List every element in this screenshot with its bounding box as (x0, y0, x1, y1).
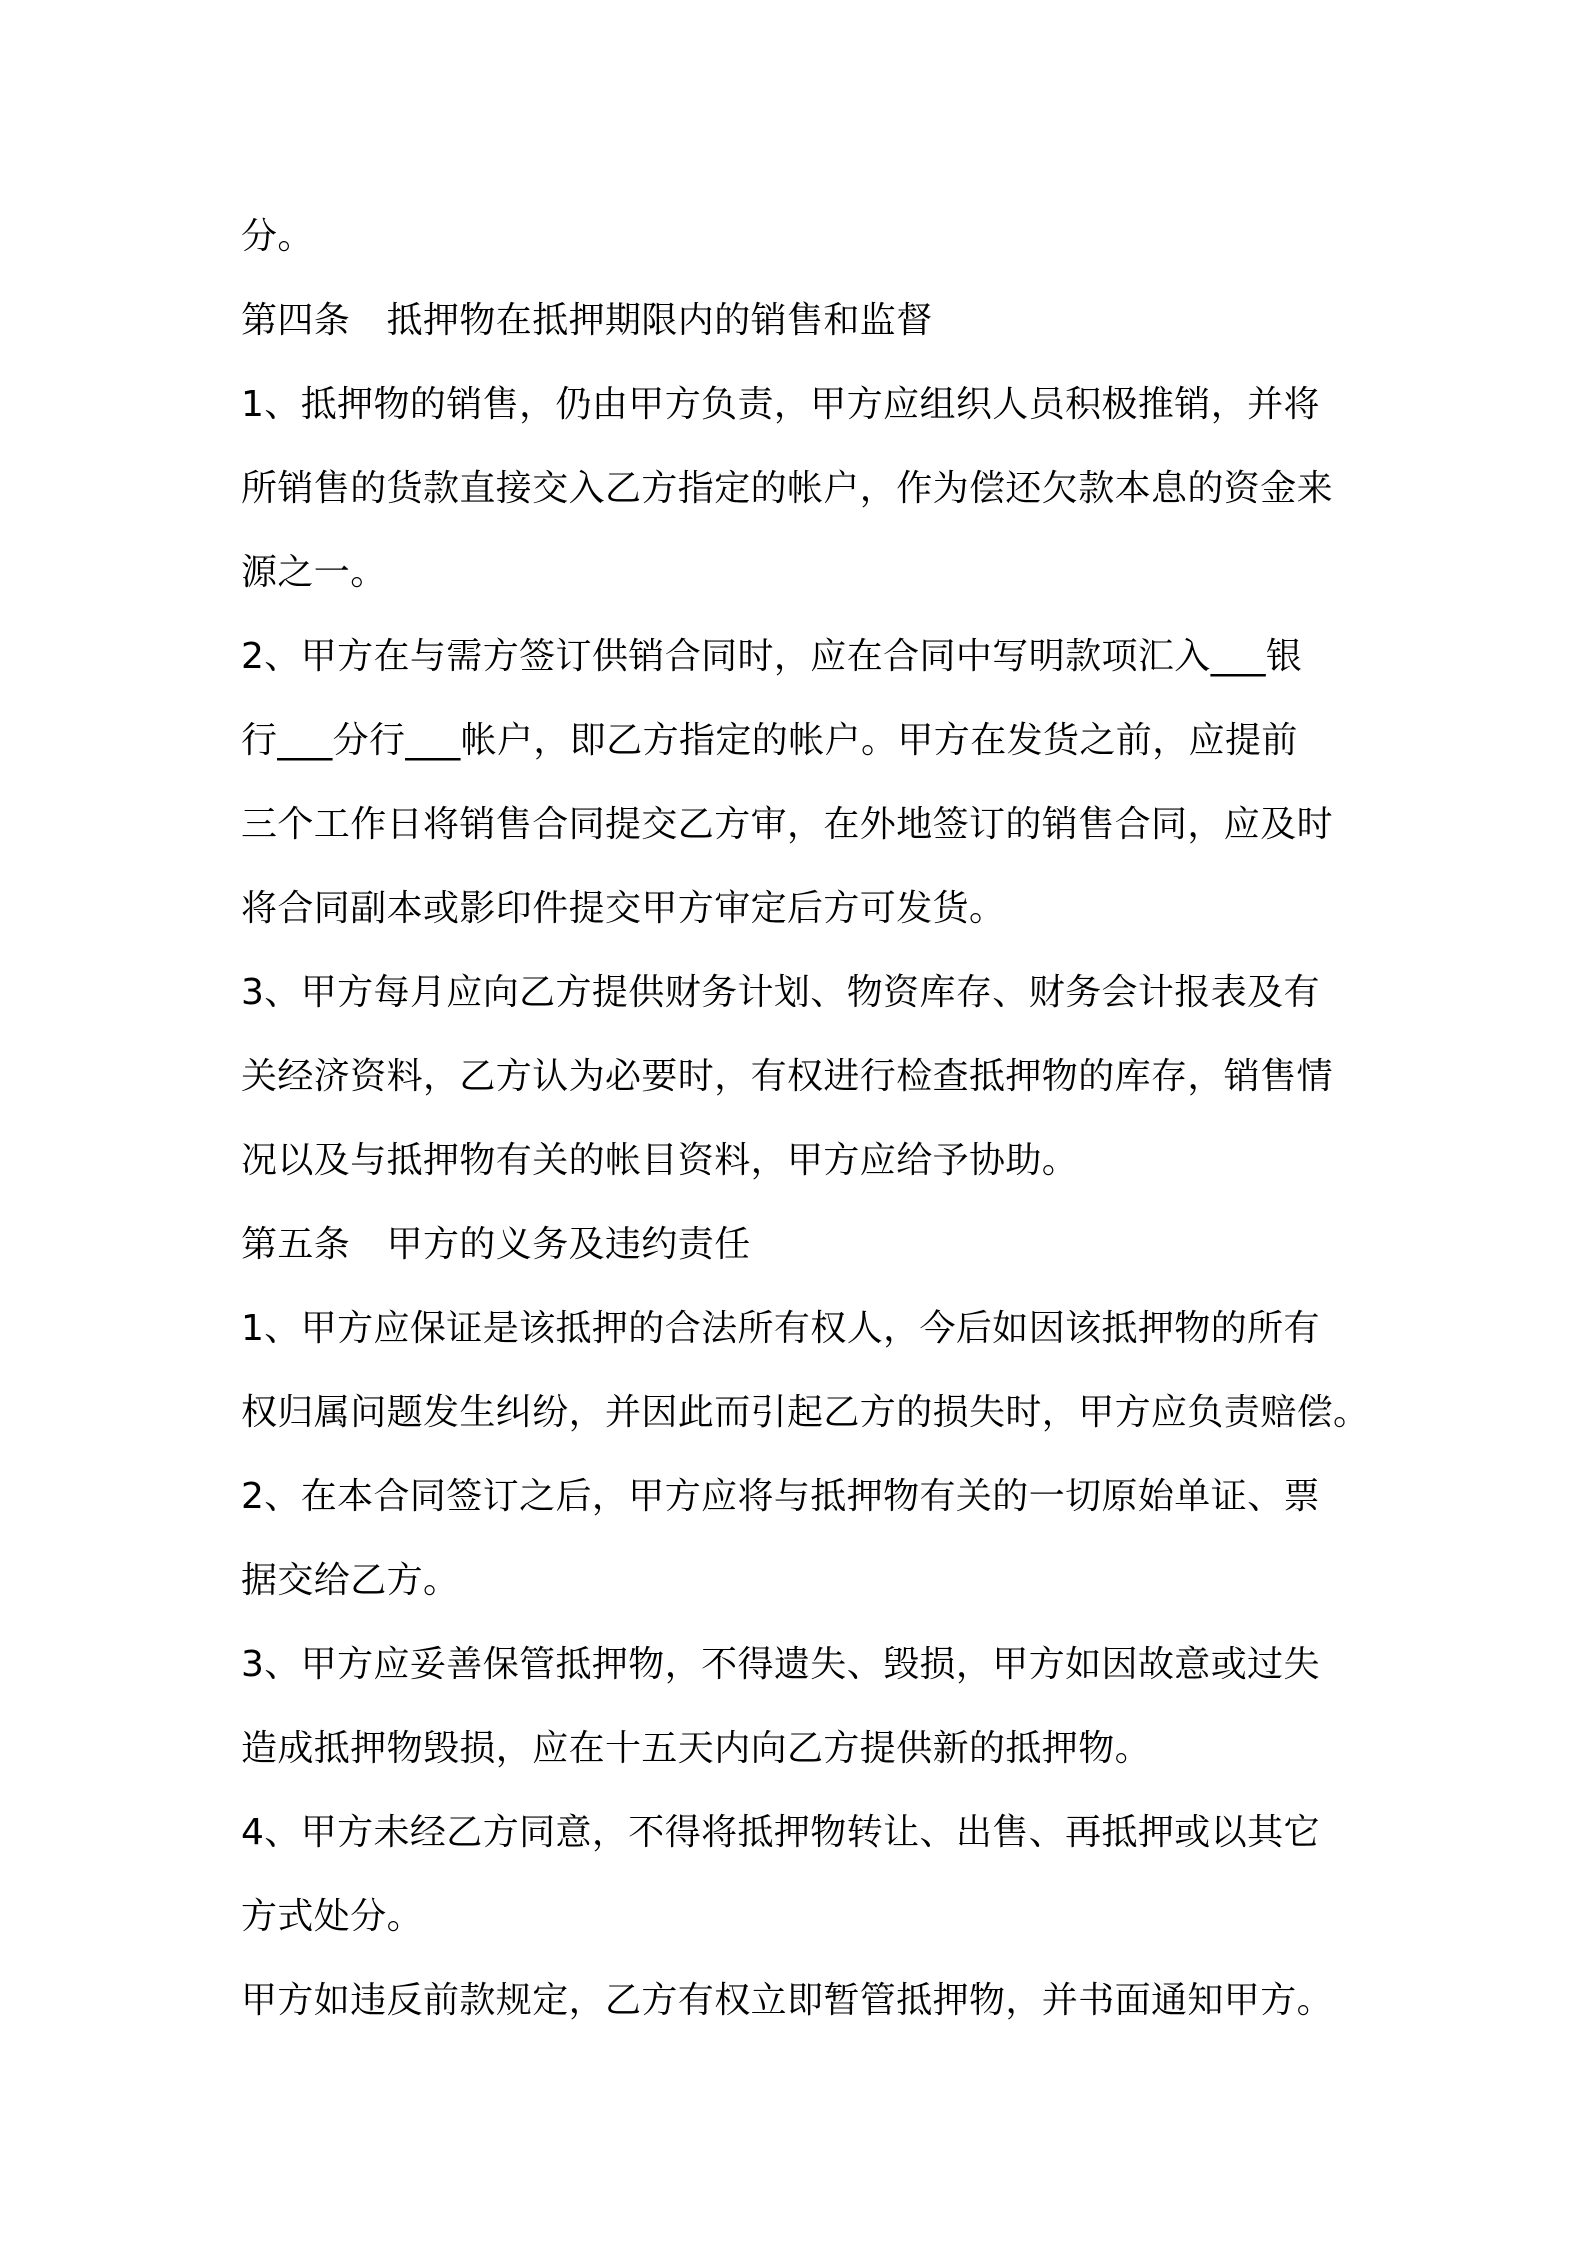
text-line: 造成抵押物毁损，应在十五天内向乙方提供新的抵押物。 (241, 1728, 1152, 1769)
text-line: 权归属问题发生纠纷，并因此而引起乙方的损失时，甲方应负责赔偿。 (241, 1392, 1370, 1433)
article-heading: 第五条 甲方的义务及违约责任 (241, 1224, 751, 1265)
text-line: 3、甲方每月应向乙方提供财务计划、物资库存、财务会计报表及有 (241, 972, 1320, 1013)
text-line: 2、甲方在与需方签订供销合同时，应在合同中写明款项汇入___银 (241, 636, 1303, 677)
text-line: 4、甲方未经乙方同意，不得将抵押物转让、出售、再抵押或以其它 (241, 1812, 1320, 1853)
text-line: 行___分行___帐户，即乙方指定的帐户。甲方在发货之前，应提前 (241, 720, 1298, 761)
text-line: 3、甲方应妥善保管抵押物，不得遗失、毁损，甲方如因故意或过失 (241, 1644, 1320, 1685)
text-line: 源之一。 (241, 552, 387, 593)
document-body (241, 195, 1370, 2043)
text-line: 关经济资料，乙方认为必要时，有权进行检查抵押物的库存，销售情 (241, 1056, 1334, 1097)
text-line: 甲方如违反前款规定，乙方有权立即暂管抵押物，并书面通知甲方。 (241, 1980, 1334, 2021)
text-line: 1、甲方应保证是该抵押的合法所有权人，今后如因该抵押物的所有 (241, 1308, 1320, 1349)
article-heading: 第四条 抵押物在抵押期限内的销售和监督 (241, 300, 933, 341)
text-line: 三个工作日将销售合同提交乙方审，在外地签订的销售合同，应及时 (241, 804, 1334, 845)
text-line: 分。 (241, 216, 314, 257)
text-line: 1、抵押物的销售，仍由甲方负责，甲方应组织人员积极推销，并将 (241, 384, 1320, 425)
text-line: 将合同副本或影印件提交甲方审定后方可发货。 (241, 888, 1006, 929)
text-line: 所销售的货款直接交入乙方指定的帐户，作为偿还欠款本息的资金来 (241, 468, 1334, 509)
text-line: 据交给乙方。 (241, 1560, 460, 1601)
text-line: 方式处分。 (241, 1896, 424, 1937)
text-line: 况以及与抵押物有关的帐目资料，甲方应给予协助。 (241, 1140, 1079, 1181)
text-line: 2、在本合同签订之后，甲方应将与抵押物有关的一切原始单证、票 (241, 1476, 1320, 1517)
